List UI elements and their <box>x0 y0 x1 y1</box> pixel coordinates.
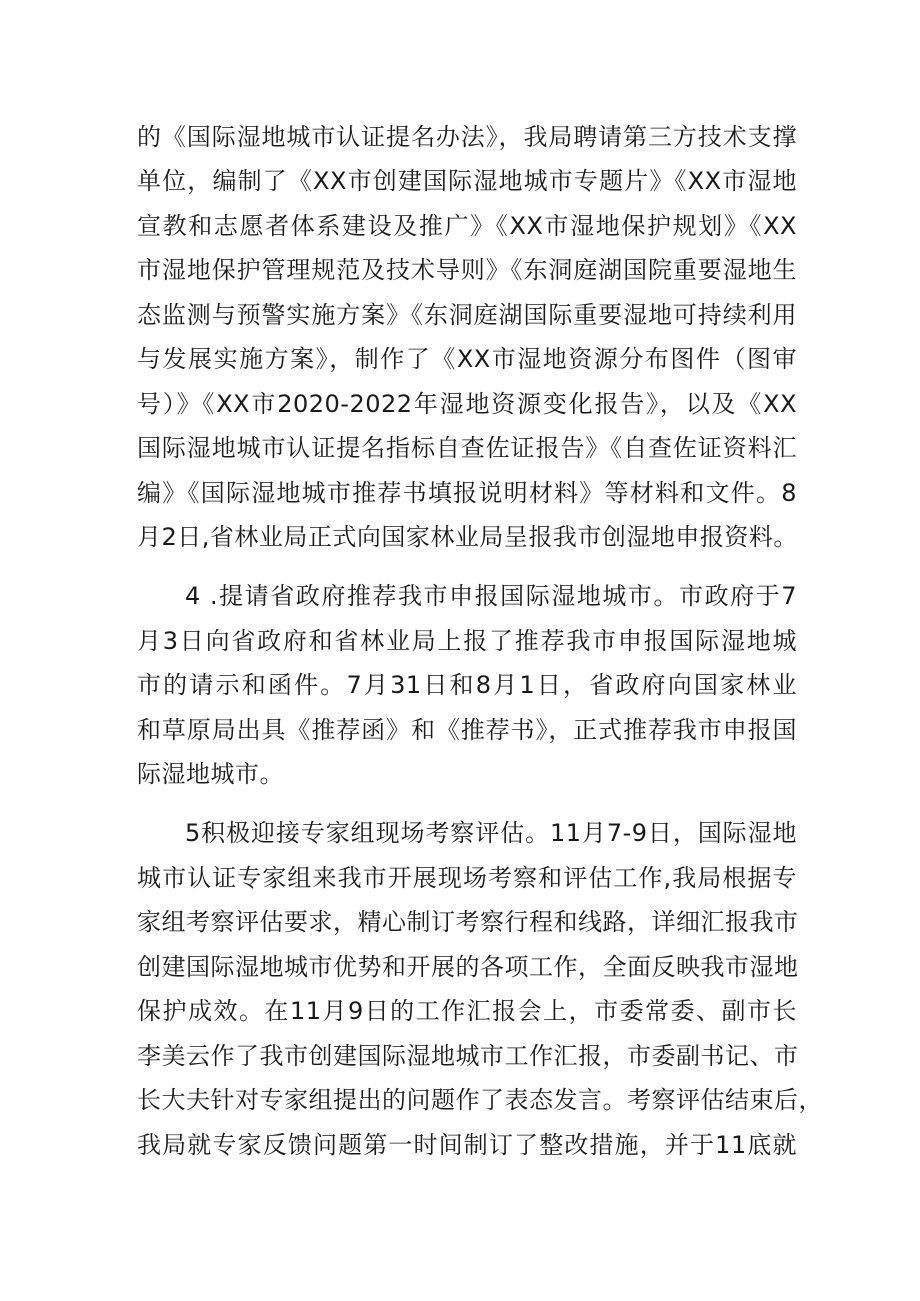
paragraph-line: 编》《国际湿地城市推荐书填报说明材料》等材料和文件。8 <box>137 479 797 507</box>
paragraph-line: 市湿地保护管理规范及技术导则》《东洞庭湖国院重要湿地生 <box>137 256 797 284</box>
paragraph-line: 态监测与预警实施方案》《东洞庭湖国际重要湿地可持续利用 <box>137 301 797 329</box>
paragraph-first-line: 4 .提请省政府推荐我市申报国际湿地城市。市政府于7 <box>185 582 797 610</box>
paragraph-first-line: 5积极迎接专家组现场考察评估。11月7-9日，国际湿地 <box>185 819 797 847</box>
paragraph-line: 市的请示和函件。7月31日和8月1日，省政府向国家林业 <box>137 671 797 699</box>
paragraph-line: 宣教和志愿者体系建设及推广》《XX市湿地保护规划》《XX <box>137 212 797 240</box>
paragraph-line: 月2日,省林业局正式向国家林业局呈报我市创湿地申报资料。 <box>137 523 798 551</box>
paragraph-line: 的《国际湿地城市认证提名办法》，我局聘请第三方技术支撑 <box>137 123 797 151</box>
paragraph-line: 号）》《XX市2020-2022年湿地资源变化报告》，以及《XX <box>137 390 797 418</box>
paragraph-line: 和草原局出具《推荐函》和《推荐书》，正式推荐我市申报国 <box>137 716 797 744</box>
paragraph-line: 长大夫针对专家组提出的问题作了表态发言。考察评估结束后， <box>137 1086 823 1114</box>
paragraph-line: 保护成效。在11月9日的工作汇报会上，市委常委、副市长 <box>137 997 797 1025</box>
paragraph-line: 我局就专家反馈问题第一时间制订了整改措施，并于11底就 <box>137 1131 797 1159</box>
paragraph-line: 单位，编制了《XX市创建国际湿地城市专题片》《XX市湿地 <box>137 167 797 195</box>
paragraph-line: 李美云作了我市创建国际湿地城市工作汇报，市委副书记、市 <box>137 1042 799 1070</box>
paragraph-line: 国际湿地城市认证提名指标自查佐证报告》《自查佐证资料汇 <box>137 434 797 462</box>
paragraph-line: 与发展实施方案》，制作了《XX市湿地资源分布图件（图审 <box>137 345 797 373</box>
paragraph-line: 创建国际湿地城市优势和开展的各项工作，全面反映我市湿地 <box>137 953 799 981</box>
paragraph-line: 家组考察评估要求，精心制订考察行程和线路，详细汇报我市 <box>137 908 799 936</box>
paragraph-line: 城市认证专家组来我市开展现场考察和评估工作,我局根据专 <box>137 864 797 892</box>
paragraph-line: 际湿地城市。 <box>137 760 284 788</box>
paragraph-line: 月3日向省政府和省林业局上报了推荐我市申报国际湿地城 <box>137 627 797 655</box>
